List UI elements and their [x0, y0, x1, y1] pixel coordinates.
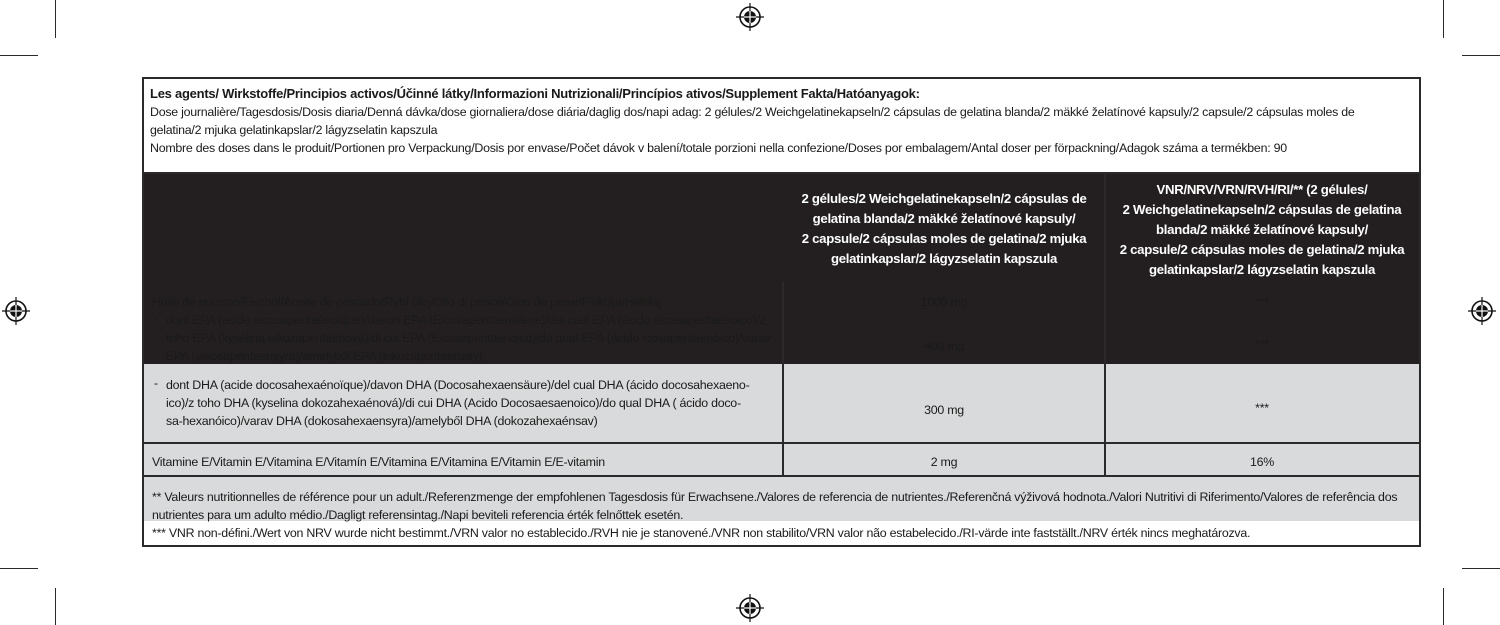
- table-row-vitamin-e: [152, 453, 778, 471]
- registration-mark-icon: [2, 297, 30, 325]
- servings-per-package-text: Nombre des doses dans le produit/Portionen pro Verpackung/Dosis por envase/Počet dávok v balení/totale porzioni nella confezione/Doses por embalagem/Antal doser per förpackning/Adagok száma a termékben: 90: [150, 141, 1287, 155]
- registration-mark-icon: [736, 3, 764, 31]
- fish-oil-amount: 1000 mg: [920, 295, 968, 309]
- supplement-facts-panel: [142, 77, 1421, 547]
- daily-dose-text: Dose journalière/Tagesdosis/Dosis diaria/Denná dávka/dose giornaliera/dose diária/daglig dos/napi adag: 2 gélules/2 Weichgelatinekapseln/2 cápsulas de gelatina blanda/2 mäkké želatínové kapsuly/2 capsule/2 cápsulas moles de: [150, 105, 1355, 119]
- daily-dose-text-cont: gelatina/2 mjuka gelatinkapslar/2 lágyzselatin kapszula: [150, 123, 438, 137]
- row-divider: [144, 172, 1419, 174]
- nutrient-name: Huile de poisson/Fischöl/Aceite de pescado/Rybí olej/Olio di pesce/Óleo de peixe/Fiskolja/Halolaj: [152, 295, 661, 309]
- footnote-nrv-cont: nutrientes para um adulto médio./Dagligt referensintag./Napi beviteli referencia érték felnőttek esetén.: [152, 508, 684, 522]
- row-divider: [144, 442, 1419, 444]
- panel-title: Les agents/ Wirkstoffe/Principios activos/Účinné látky/Informazioni Nutrizionali/Princípios ativos/Supplement Fakta/Hatóanyagok:: [150, 86, 920, 101]
- footnotes: [144, 482, 1419, 542]
- row-divider: [144, 475, 1419, 477]
- table-row-epa: dont EPA (acide eicosapentaénoïque)/davon EPA (Eicosapentaensäure)/del cual EPA (ácido eicosapentaenoico)/z toho EPA (kyselina eikozapentaénová)/di cui EPA (Eicosapentaenoico)/do qual EPA (ácido icosapentaenóico)/varav EPA (eikosapentaensyra)/amelyből EPA (eikozapentaénsav): [166, 313, 771, 363]
- column-header-amount: 2 gélules/2 Weichgelatinekapseln/2 cápsulas de gelatina blanda/2 mäkké želatínové kapsuly/ 2 capsule/2 cápsulas moles de gelatina/2 mjuka gelatinkapslar/2 lágyzselatin kapszula: [801, 191, 1087, 266]
- vitamin-e-amount: 2 mg: [930, 455, 958, 469]
- crop-mark: [55, 0, 56, 38]
- fish-oil-nrv: ***: [1255, 295, 1269, 309]
- vitamin-e-nrv: 16%: [1249, 455, 1275, 469]
- table-row-fish-oil: [152, 293, 778, 311]
- crop-mark: [0, 568, 38, 569]
- epa-amount: 400 mg: [924, 339, 964, 353]
- footnote-not-established: *** VNR non-défini./Wert von NRV wurde nicht bestimmt./VRN valor no establecido./RVH nie je stanovené./VNR non stabilito/VRN valor não estabelecido./RI-värde inte fastställt./NRV érték nincs meghatározva.: [152, 526, 1251, 540]
- crop-mark: [1443, 0, 1444, 38]
- crop-mark: [55, 588, 56, 625]
- dha-nrv: ***: [1255, 401, 1269, 415]
- column-header-nrv: VNR/NRV/VRN/RVH/RI/** (2 gélules/ 2 Weichgelatinekapseln/2 cápsulas de gelatina blanda/2 mäkké želatínové kapsuly/ 2 capsule/2 cápsulas moles de gelatina/2 mjuka gelatinkapslar/2 lágyzselatin kapszula: [1119, 182, 1405, 277]
- column-divider: [1104, 172, 1106, 477]
- table-row-dha: dont DHA (acide docosahexaénoïque)/davon DHA (Docosahexaensäure)/del cual DHA (ácido docosahexaeno- ico)/z toho DHA (kyselina dokozahexaénová)/di cui DHA (Acido Docosaesaenoico)/do qual DHA ( ácido doco- sa-hexanóico)/varav DHA (dokosahexaensyra)/amelyből DHA (dokozahexaénsav): [166, 378, 750, 428]
- crop-mark: [0, 55, 38, 56]
- column-divider: [782, 282, 784, 477]
- panel-header: [144, 79, 1419, 157]
- crop-mark: [1462, 568, 1500, 569]
- registration-mark-icon: [1468, 297, 1496, 325]
- list-bullet: -: [154, 311, 159, 325]
- footnote-nrv: ** Valeurs nutritionnelles de référence pour un adult./Referenzmenge der empfohlenen Tagesdosis für Erwachsene./Valores de referencia de nutrientes./Referenčná výživová hodnota./Valori Nutritivi di Riferimento/Valores de referência dos: [152, 490, 1398, 504]
- list-bullet: -: [154, 376, 159, 390]
- registration-mark-icon: [736, 594, 764, 622]
- crop-mark: [1443, 588, 1444, 625]
- epa-nrv: ***: [1255, 337, 1269, 351]
- dha-amount: 300 mg: [924, 403, 964, 417]
- nutrient-name: Vitamine E/Vitamin E/Vitamina E/Vitamín E/Vitamina E/Vitamina E/Vitamin E/E-vitamin: [152, 455, 605, 469]
- crop-mark: [1462, 55, 1500, 56]
